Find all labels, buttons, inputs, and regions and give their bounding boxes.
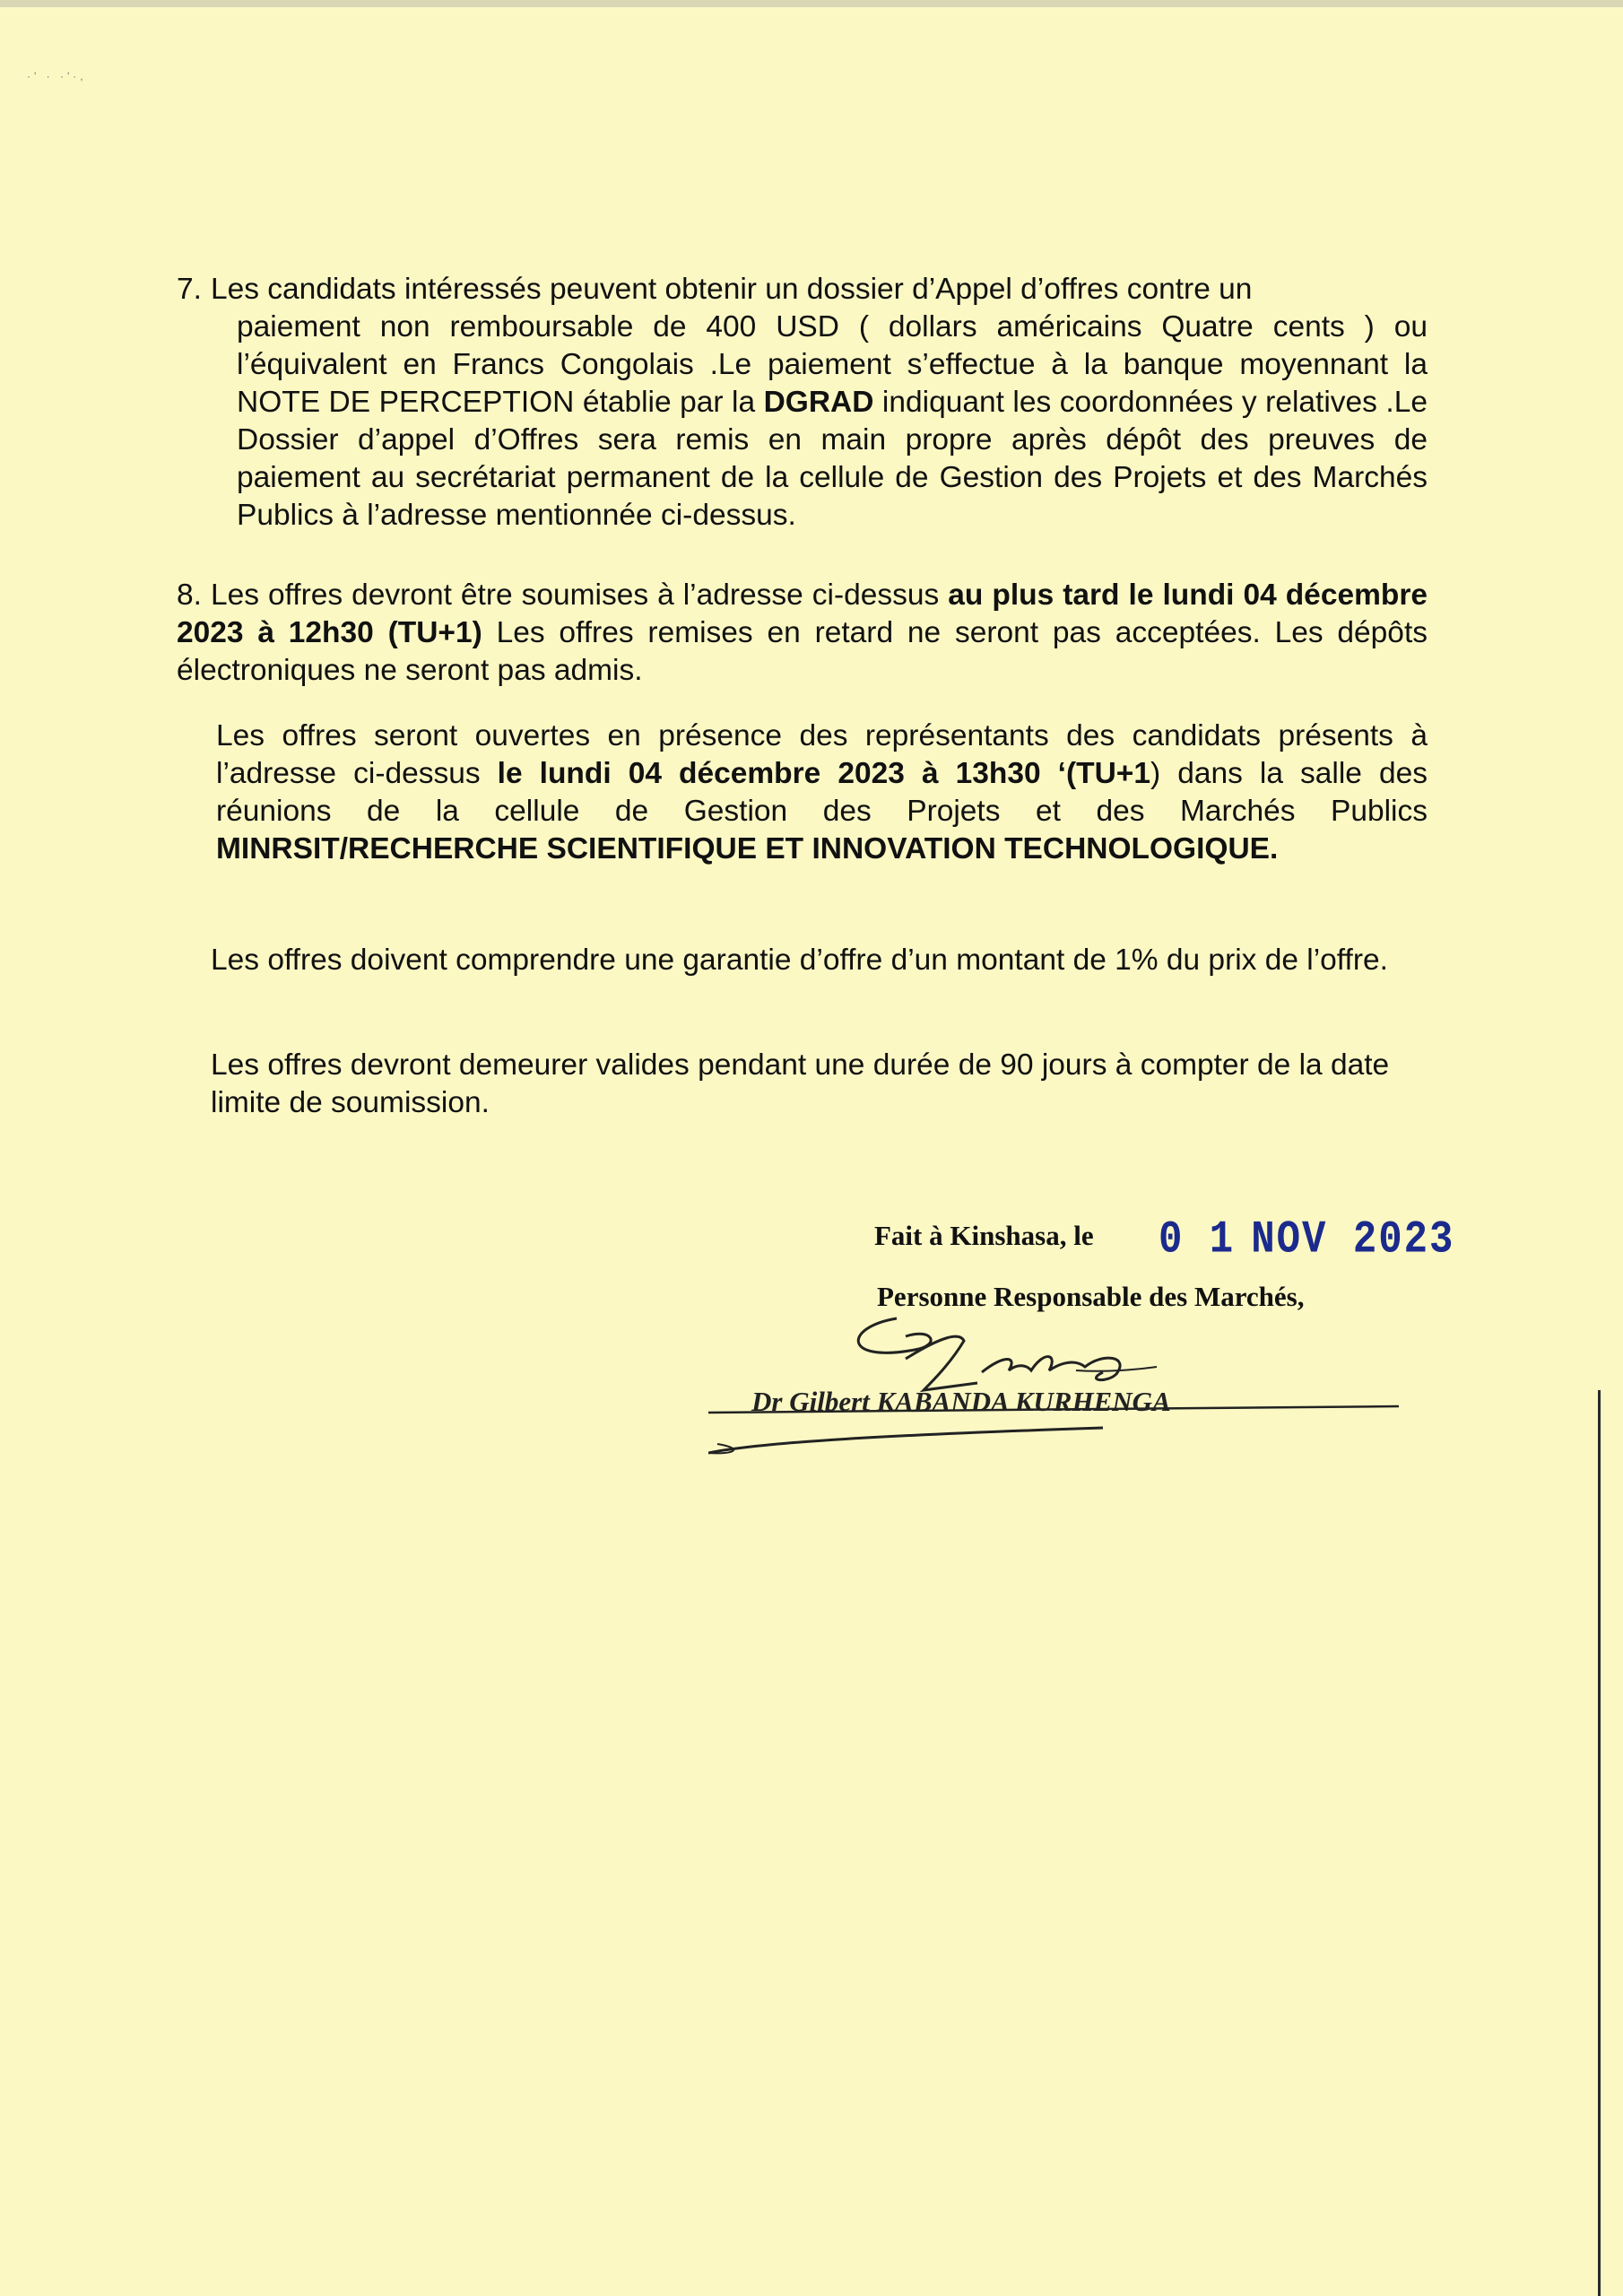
date-stamp-day: 0 1 [1159,1214,1236,1266]
paragraph-opening-ministry: MINRSIT/RECHERCHE SCIENTIFIQUE ET INNOVATION TECHNOLOGIQUE. [216,832,1279,865]
scan-top-edge [0,0,1623,7]
paragraph-8-number: 8. [177,578,202,612]
paragraph-opening-text-b: ) dans la salle des réunions de la cellule de Gestion des Projets et des Marchés Publics [216,757,1428,828]
paragraph-7 [177,271,1428,535]
paragraph-7-text-b: indiquant les coordonnées y relatives .Le Dossier d’appel d’Offres sera remis en main propre après dépôt des preuves de paiement au secrétariat permanent de la cellule de Gestion des Projets et des Marchés Publics à l’adresse mentionnée ci-dessus. [237,386,1428,532]
paragraph-8-text-a: Les offres devront être soumises à l’adresse ci-dessus [210,578,949,612]
signatory-title: Personne Responsable des Marchés, [877,1281,1305,1312]
scan-right-edge [1598,1390,1601,2296]
paragraph-opening-date: le lundi 04 décembre 2023 à 13h30 ‘(TU+1 [497,757,1150,790]
paragraph-7-line1: Les candidats intéressés peuvent obtenir un dossier d’Appel d’offres contre un [210,273,1253,306]
paragraph-validity: Les offres devront demeurer valides pendant une durée de 90 jours à compter de la date limite de soumission. [211,1048,1390,1119]
paragraph-7-number: 7. [177,273,202,306]
paragraph-guarantee: Les offres doivent comprendre une garantie d’offre d’un montant de 1% du prix de l’offre. [211,944,1388,977]
place-date-label: Fait à Kinshasa, le [874,1220,1094,1251]
paragraph-7-text-a: paiement non remboursable de 400 USD ( dollars américains Quatre cents ) ou l’équivalent en Francs Congolais .Le paiement s’effectue à la banque moyennant la NOTE DE PERCEPTION établie par la [237,310,1428,419]
paragraph-8-text-b: Les offres remises en retard ne seront pas acceptées. Les dépôts électroniques ne seront pas admis. [177,616,1428,687]
paragraph-8-deadline: au plus tard le lundi 04 décembre 2023 à 12h30 (TU+1) [177,578,1428,649]
scan-specks: ·' · ·'·, [27,70,87,83]
paragraph-opening [216,718,1428,868]
paragraph-opening-text-a: Les offres seront ouvertes en présence des représentants des candidats présents à l’adresse ci-dessus [216,719,1428,790]
paragraph-8 [177,577,1428,690]
date-stamp [1159,1214,1454,1266]
date-stamp-month-year: NOV 2023 [1251,1214,1455,1266]
signatory-name: Dr Gilbert KABANDA KURHENGA [751,1386,1171,1417]
paragraph-7-dgrad: DGRAD [763,386,874,419]
